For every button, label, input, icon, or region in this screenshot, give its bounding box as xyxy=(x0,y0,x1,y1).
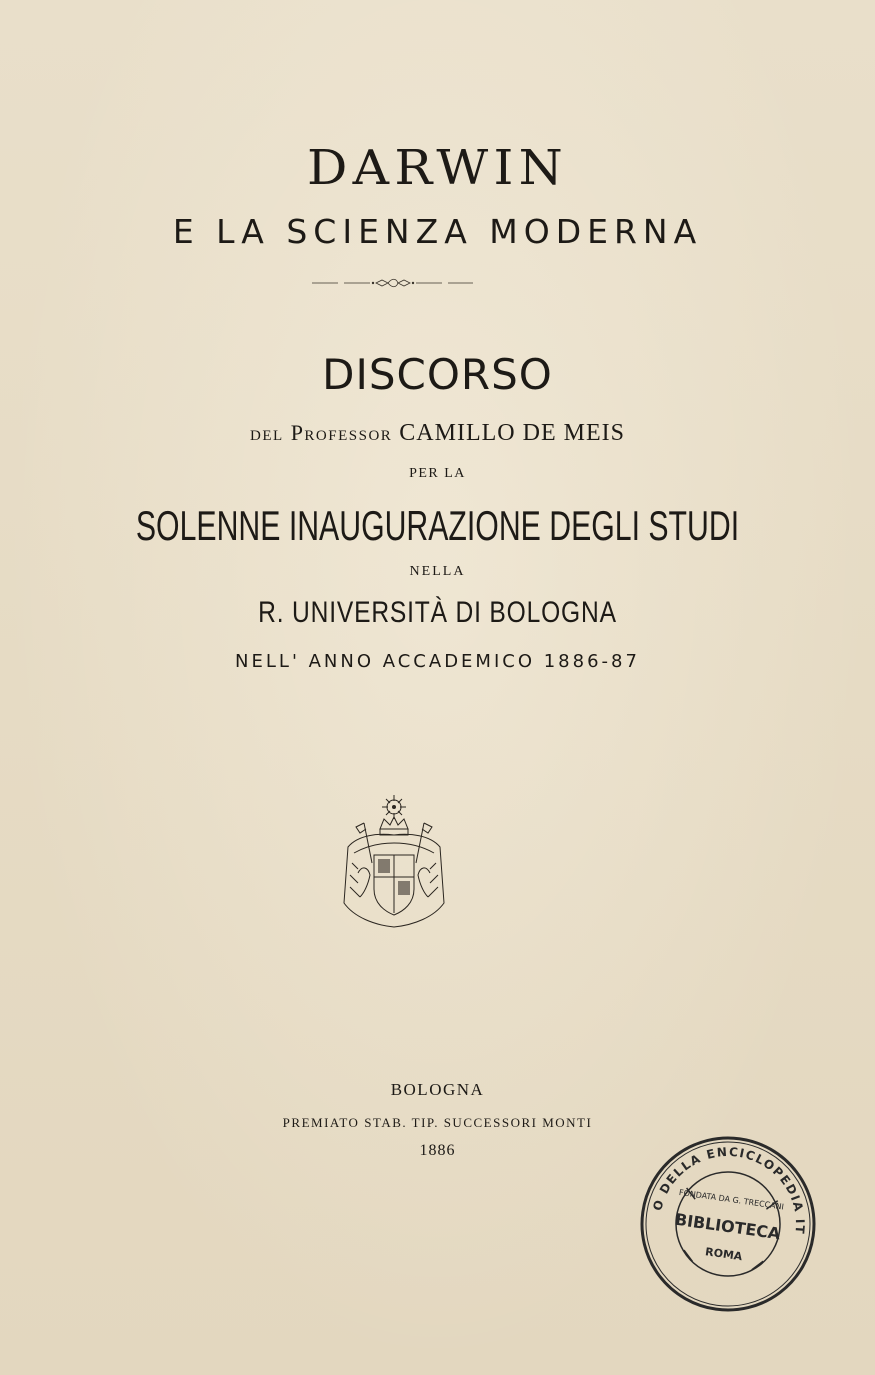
library-stamp-icon xyxy=(638,1134,818,1314)
stamp-inner-text: FONDATA DA G. TRECCANI xyxy=(678,1187,785,1212)
discourse-heading: DISCORSO xyxy=(322,350,553,399)
academic-year: NELL' ANNO ACCADEMICO 1886-87 xyxy=(235,651,640,672)
imprint-city: BOLOGNA xyxy=(390,1080,485,1099)
stamp-outer-text: ISTITUTO DELLA ENCICLOPEDIA ITALIANA xyxy=(650,1144,808,1235)
coat-of-arms-icon xyxy=(338,793,450,929)
nella-text: NELLA xyxy=(409,564,466,579)
author-name: CAMILLO DE MEIS xyxy=(399,420,625,446)
stamp-city-text: ROMA xyxy=(704,1245,744,1264)
book-subtitle: E LA SCIENZA MODERNA xyxy=(172,212,703,251)
imprint-printer: PREMIATO STAB. TIP. SUCCESSORI MONTI xyxy=(282,1115,593,1130)
occasion-title: SOLENNE INAUGURAZIONE DEGLI STUDI xyxy=(135,502,740,549)
imprint-year: 1886 xyxy=(419,1142,456,1159)
stamp-center-text: BIBLIOTECA xyxy=(673,1209,782,1244)
institution-name: R. UNIVERSITÀ DI BOLOGNA xyxy=(258,596,617,629)
author-prefix: del Professor xyxy=(250,420,393,445)
book-title: DARWIN xyxy=(307,140,568,196)
ornament-divider-icon xyxy=(310,276,475,290)
per-la-text: PER LA xyxy=(409,466,466,481)
author-line xyxy=(0,420,875,447)
